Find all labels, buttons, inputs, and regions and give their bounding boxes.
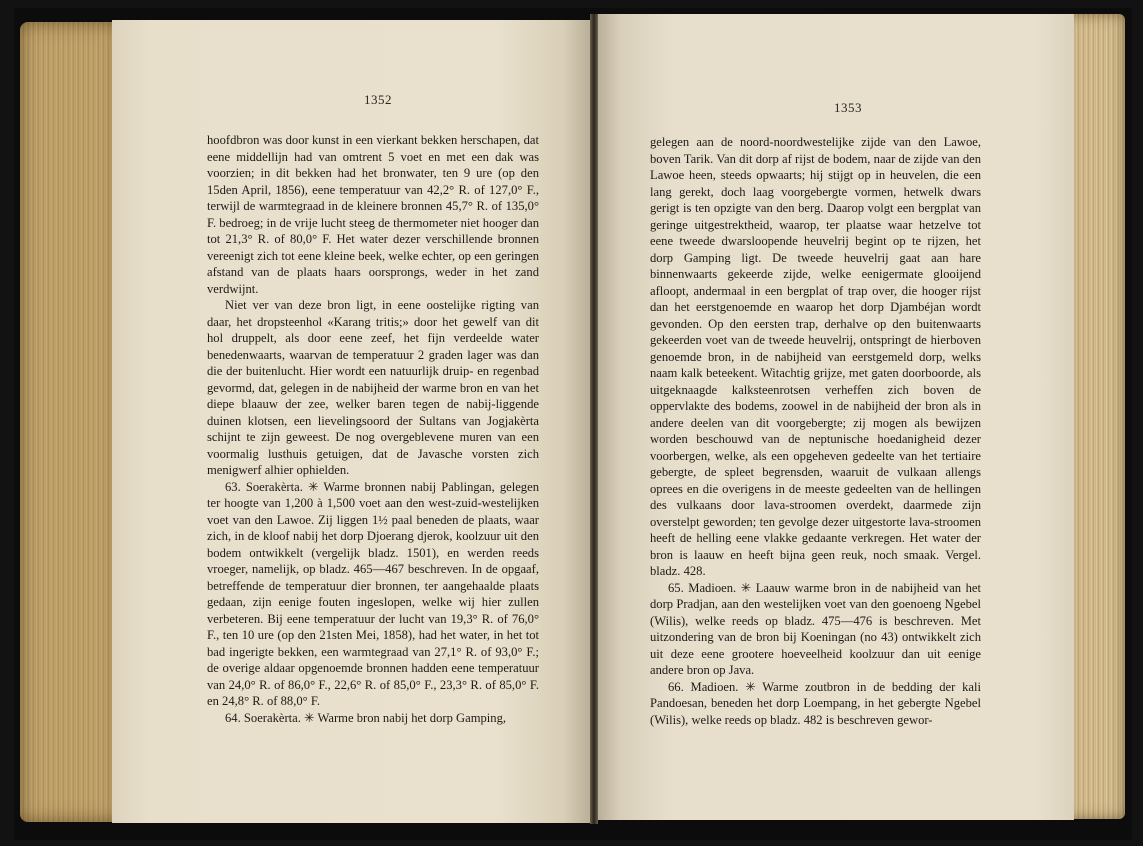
left-page-text <box>207 132 539 726</box>
right-page-edges <box>1065 14 1125 819</box>
paragraph: Niet ver van deze bron ligt, in eene oostelijke rigting van daar, het dropsteenhol «Karang tritis;» door het gewelf van dit hol druppelt, als door eene zeef, het fijn verdeelde water benedenwaarts, waarvan de temperatuur 2 graden lager was dan die der buitenlucht. Hier wordt een natuurlijk druip- en regenbad gevormd, dat, gelegen in de nabijheid der warme bron en van het diepe blaauw der zee, welker baren tegen de nabij-liggende duinen klotsen, een lievelingsoord der Sultans van Jogjakèrta schijnt te zijn geweest. De nog overgeblevene muren van een voormalig lusthuis getuigen, dat de Javasche vorsten zich menigwerf alhier ophielden. <box>207 298 539 477</box>
paragraph: hoofdbron was door kunst in een vierkant bekken herschapen, dat eene middellijn had van omtrent 5 voet en met een dak was voorzien; in dit bekken had het bronwater, ten 9 ure (op den 15den April, 1856), eene temperatuur van 42,2° R. of 127,0° F., terwijl de warmtegraad in de kleinere bronnen 45,7° R. of 135,0° F. bedroeg; in de vrije lucht steeg de thermometer niet hooger dan tot 21,3° R. of 80,0° F. Het water dezer verschillende bronnen vereenigt zich tot eene kleine beek, welke echter, op een geringen afstand van de plaats haars oorsprongs, weder in het zand verdwijnt. <box>207 133 539 296</box>
book-gutter <box>590 14 598 824</box>
right-page-text <box>650 134 981 728</box>
entry-66: 66. Madioen. ✳ Warme zoutbron in de bedding der kali Pandoesan, beneden het dorp Loempang, in het gebergte Ngebel (Wilis), welke reeds op bladz. 482 is beschreven gewor- <box>650 679 981 727</box>
entry-64-heading: 64. Soerakèrta. ✳ Warme bron nabij het dorp Gamping, <box>225 710 507 725</box>
left-page-edges <box>20 22 120 822</box>
entry-65: 65. Madioen. ✳ Laauw warme bron in de nabijheid van het dorp Pradjan, aan den westelijken voet van den goenoeng Ngebel (Wilis), welke reeds op bladz. 475—476 is beschreven. Met uitzondering van de bron bij Koeningan (no 43) ontwikkelt zich uit deze eene grootere hoeveelheid koolzuur dan uit eenige andere bron op Java. <box>650 580 981 677</box>
paragraph: gelegen aan de noord-noordwestelijke zijde van den Lawoe, boven Tarik. Van dit dorp af rijst de bodem, naar de zijde van den Lawoe heen, steeds opwaarts; hij stijgt op in heuvelen, die een lang gerekt, doch laag voorgebergte vormen, hetwelk dwars gerigt is ten opzigte van den berg. Daarop volgt een bergplat van geringe uitgestrektheid, waarop, ter plaatse waar hetzelve tot eene tweede dwarsloopende heuvelrij begint op te rijzen, het dorp Gamping ligt. De tweede heuvelrij gaat aan hare binnenwaarts gekeerde zijde, welke eenigermate glooijend afloopt, andermaal in een bergplat of trap over, die hooger rijst dan het eerstgenoemde en waarop het dorp Djambéjan wordt gevonden. Op den eersten trap, derhalve op den buitenwaarts gekeerden voet van de tweede heuvelrij, ontspringt de hierboven genoemde bron, in de nabijheid van eerstgemeld dorp, welks naam kalk beteekent. Witachtig grijze, met gaten doorboorde, als uitgeknaagde kalksteenrotsen verheffen zich boven de oppervlakte des bodems, zoowel in de nabijheid der bron als in andere deelen van dit voorgebergte; zij mogen als bewijzen worden beschouwd van de neptunische hoedanigheid dezer voorbergen, welke, als een opgeheven gedeelte van het tertiaire gebergte, de spleet begrensden, waaruit de vulkaan allengs oprees en die overigens in de meeste gedeelten van de hellingen des vulkaans door lava-stroomen overdekt, daarmede zijn overstelpt geworden; ten gevolge dezer uitgestorte lava-stroomen heeft de helling eene vlakke gedaante verkregen. Het water der bron is laauw en heeft bijna geen reuk, noch smaak. Vergel. bladz. 428. <box>650 135 981 578</box>
left-page-number: 1352 <box>364 92 392 107</box>
right-page-number: 1353 <box>834 100 862 115</box>
entry-63: 63. Soerakèrta. ✳ Warme bronnen nabij Pablingan, gelegen ter hoogte van 1,200 à 1,500 voet aan den west-zuid-westelijken voet van den Lawoe. Zij liggen 1½ paal beneden de plaats, waar zich, in de kloof nabij het dorp Djoerang djerok, koolzuur uit den bodem ontwikkelt (vergelijk bladz. 1501), en werden reeds vroeger, namelijk, op bladz. 465—467 beschreven. In de opgaaf, betreffende de temperatuur dier bronnen, ter aangehaalde plaats gedaan, zijn eenige fouten ingeslopen, welke wij hier zullen verbeteren. Bij eene temperatuur der lucht van 19,3° R. of 76,0° F., ten 10 ure (op den 21sten Mei, 1858), had het water, in het tot bad ingerigte bekken, een warmtegraad van 27,1° R. of 93,0° F.; de overige aldaar opgenoemde bronnen hadden eene temperatuur van 24,0° R. of 86,0° F., 22,6° R. of 85,0° F., 23,3° R. of 85,0° F. en 24,8° R. of 88,0° F. <box>207 479 539 708</box>
